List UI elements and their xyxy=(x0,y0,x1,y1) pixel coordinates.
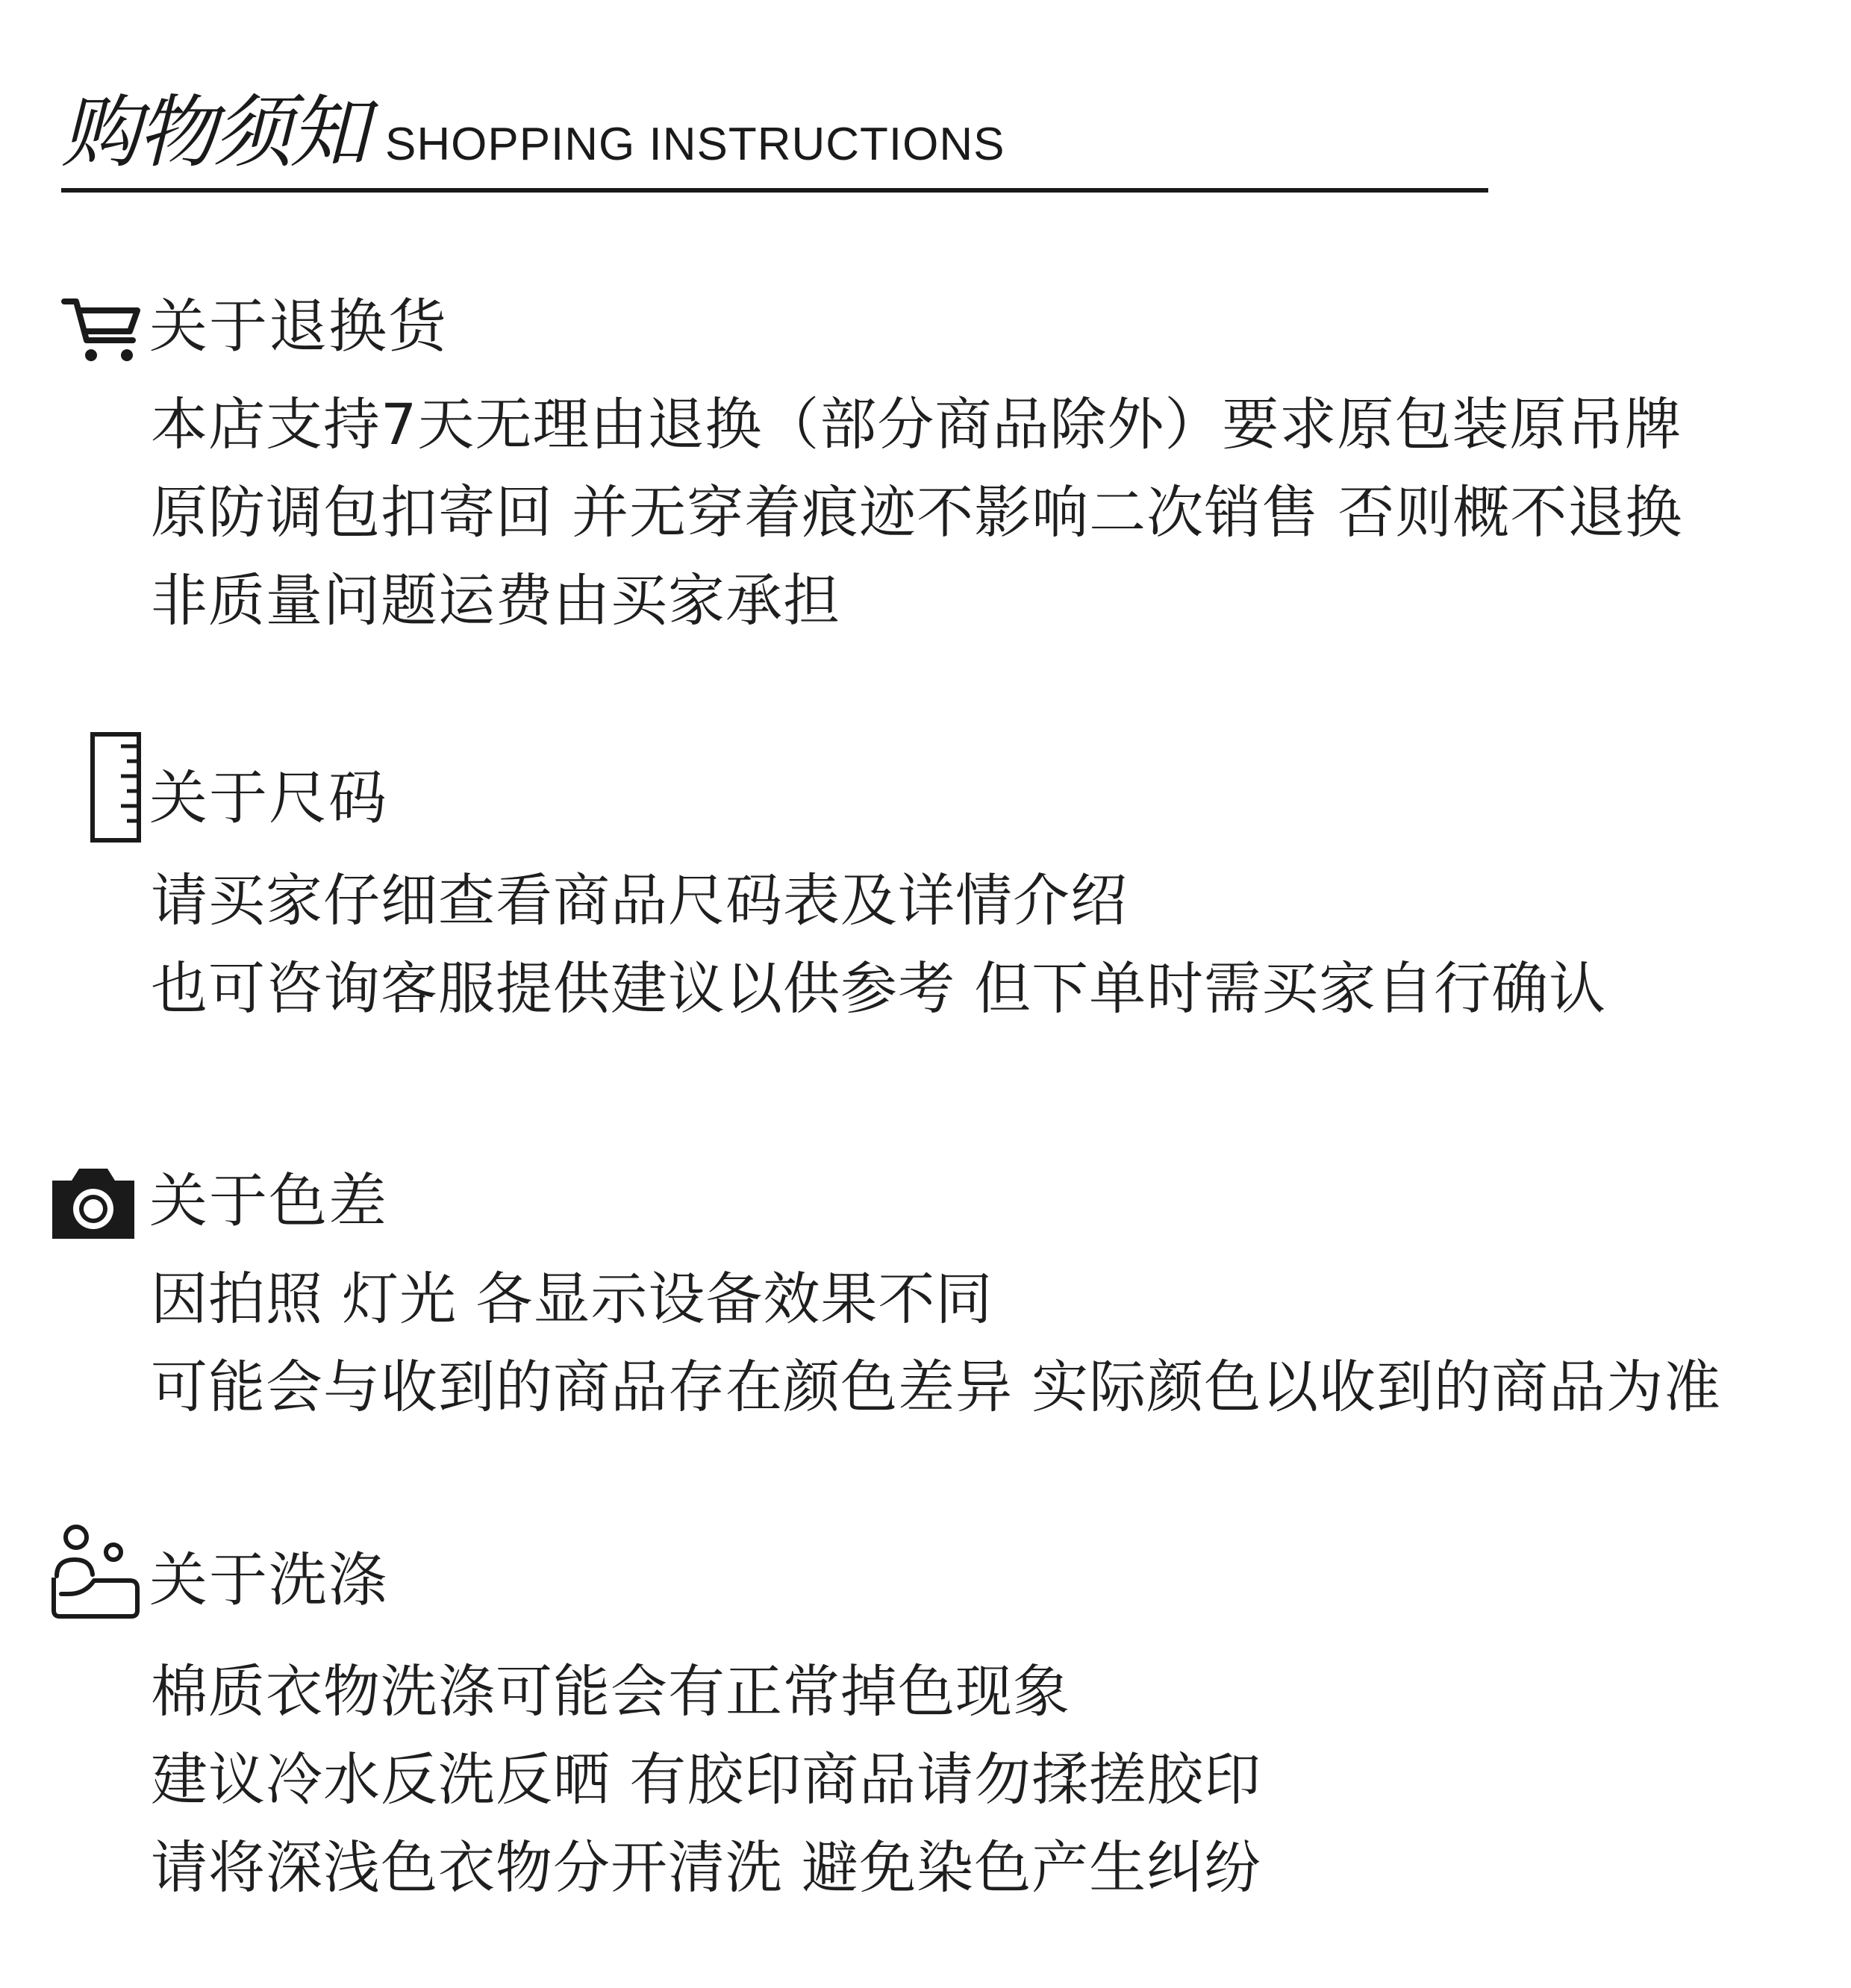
section-header xyxy=(0,1522,1851,1612)
camera-icon xyxy=(46,1164,140,1242)
ruler-icon xyxy=(90,731,142,843)
shopping-cart-icon xyxy=(61,297,142,366)
body-line: 请将深浅色衣物分开清洗 避免染色产生纠纷 xyxy=(151,1834,1262,1901)
body-line: 非质量问题运费由买家承担 xyxy=(151,567,840,634)
body-line: 建议冷水反洗反晒 有胶印商品请勿揉搓胶印 xyxy=(151,1746,1262,1813)
section-body xyxy=(151,1255,1721,1431)
body-line: 可能会与收到的商品存在颜色差异 实际颜色以收到的商品为准 xyxy=(151,1354,1722,1420)
section-body xyxy=(151,857,1606,1033)
section-title: 关于色差 xyxy=(149,1168,389,1235)
header-divider xyxy=(61,188,1488,193)
section-title: 关于退换货 xyxy=(149,293,449,360)
section-header xyxy=(0,731,1851,832)
body-line: 本店支持7天无理由退换（部分商品除外）要求原包装原吊牌 xyxy=(151,391,1682,457)
washing-icon xyxy=(49,1522,142,1619)
section-header xyxy=(0,284,1851,373)
body-line: 因拍照 灯光 各显示设备效果不同 xyxy=(151,1266,993,1332)
body-line: 请买家仔细查看商品尺码表及详情介绍 xyxy=(151,867,1128,934)
section-title: 关于尺码 xyxy=(149,765,389,832)
page-title: 购物须知 xyxy=(61,87,366,178)
section-title: 关于洗涤 xyxy=(149,1547,389,1614)
body-line: 原防调包扣寄回 并无穿着痕迹不影响二次销售 否则概不退换 xyxy=(151,479,1683,546)
body-line: 也可咨询客服提供建议以供参考 但下单时需买家自行确认 xyxy=(151,955,1607,1022)
body-line: 棉质衣物洗涤可能会有正常掉色现象 xyxy=(151,1658,1070,1725)
page-subtitle: SHOPPING INSTRUCTIONS xyxy=(385,119,1005,170)
section-body xyxy=(151,381,1682,645)
page-header xyxy=(61,88,1487,200)
section-header xyxy=(0,1157,1851,1246)
section-body xyxy=(151,1648,1261,1912)
